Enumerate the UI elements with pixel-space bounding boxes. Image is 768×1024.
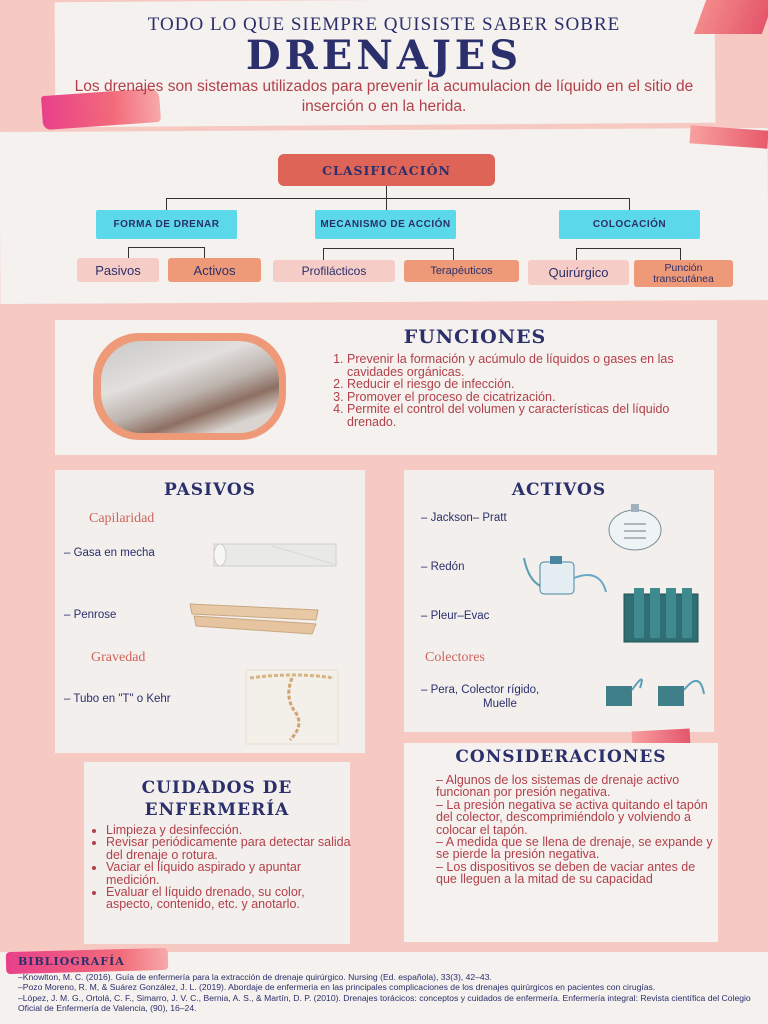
reference: –Knowlton, M. C. (2016). Guía de enfermería para la extracción de drenaje quirúrgico. Nursing (Ed. española), 33(3), 42–43.: [18, 972, 492, 982]
reference: –López, J. M. G., Ortolá, C. F., Simarro, J. V. C., Bernia, A. S., & Martín, D. P. (2010). Drenajes torácicos: conceptos y cuidados de enfermería. Enfermería integral: Revista científica del Colegio Oficial de Enfermería de Valencia, (90), 16–24.: [18, 992, 751, 1014]
tree-line: [128, 247, 129, 258]
leaf-terapeuticos: Terapéuticos: [404, 260, 519, 282]
pasivos-title: PASIVOS: [164, 480, 256, 500]
tree-line: [386, 186, 387, 198]
tree-line: [204, 247, 205, 258]
classification-root: CLASIFICACIÓN: [278, 154, 495, 186]
jackson-pratt-item: – Jackson– Pratt: [421, 512, 507, 524]
gasa-item: – Gasa en mecha: [64, 547, 155, 559]
colectores-item: – Pera, Colector rígido, Muelle: [421, 684, 540, 710]
tree-line: [680, 248, 681, 260]
list-item: 1. Prevenir la formación y acúmulo de líquidos o gases en las cavidades orgánicas.: [347, 353, 683, 378]
tree-line: [386, 198, 387, 210]
tree-line: [629, 198, 630, 210]
list-item: – La presión negativa se activa quitando el tapón del colector, descomprimiéndolo y volviendo a colocar el tapón.: [436, 797, 708, 837]
colectores-subtitle: Colectores: [425, 650, 485, 665]
tree-line: [576, 248, 577, 260]
list-item: 2. Reducir el riesgo de infección.: [347, 378, 683, 391]
tree-line: [453, 248, 454, 260]
gauze-image: [212, 538, 340, 570]
tree-line: [166, 198, 629, 199]
tubo-t-item: – Tubo en "T" o Kehr: [64, 693, 171, 705]
activos-title: ACTIVOS: [511, 480, 607, 500]
tree-line: [323, 248, 324, 260]
tree-line: [128, 247, 204, 248]
list-item: – Algunos de los sistemas de drenaje activo funcionan por presión negativa.: [436, 773, 680, 800]
leaf-profilacticos: Profilácticos: [273, 260, 395, 282]
leaf-puncion-transcutanea: Punción transcutánea: [634, 260, 733, 287]
list-item: – Los dispositivos se deben de vaciar antes de que lleguen a la mitad de su capacidad: [436, 859, 696, 887]
category-mecanismo-accion: MECANISMO DE ACCIÓN: [315, 210, 456, 239]
funciones-list: [333, 353, 683, 429]
redon-image: [520, 548, 610, 600]
list-item: • Vaciar el líquido aspirado y apuntar medición.: [106, 861, 352, 886]
t-tube-image: [244, 668, 340, 746]
reference: –Pozo Moreno, R. M, & Suárez González, J. L. (2019). Abordaje de enfermeria en las principales complicaciones de los drenajes quirúrgicos en pacientes con cirugías.: [18, 982, 656, 993]
penrose-item: – Penrose: [64, 609, 117, 621]
list-item: 3. Promover el proceso de cicatrización.: [347, 391, 683, 404]
tree-line: [576, 248, 680, 249]
consideraciones-list: [436, 774, 714, 886]
list-item: • Limpieza y desinfección.: [106, 824, 352, 836]
penrose-image: [186, 600, 326, 636]
list-item: • Revisar periódicamente para detectar salida del drenaje o rotura.: [106, 836, 352, 861]
list-item: • Evaluar el líquido drenado, su color, aspecto, contenido, etc. y anotarlo.: [106, 886, 352, 911]
bibliografia-refs: [18, 972, 758, 1014]
main-title: DRENAJES: [245, 32, 523, 79]
cuidados-list: [92, 824, 352, 911]
jackson-pratt-image: [606, 500, 664, 552]
category-forma-drenar: FORMA DE DRENAR: [96, 210, 237, 239]
consideraciones-title: CONSIDERACIONES: [455, 747, 667, 767]
bibliografia-title: BIBLIOGRAFÍA: [18, 955, 125, 968]
list-item: – A medida que se llena de drenaje, se expande y se pierde la presión negativa.: [436, 835, 713, 862]
gravedad-subtitle: Gravedad: [91, 650, 146, 665]
leaf-pasivos: Pasivos: [77, 258, 159, 282]
cuidados-title: CUIDADOS DE ENFERMERÍA: [141, 778, 293, 820]
leaf-activos: Activos: [168, 258, 261, 282]
redon-item: – Redón: [421, 561, 465, 573]
tree-line: [323, 248, 453, 249]
funciones-title: FUNCIONES: [403, 326, 547, 348]
intro-text: Los drenajes son sistemas utilizados para prevenir la acumulacion de líquido en el sitio de inserción o en la herida.: [74, 78, 694, 115]
top-title: TODO LO QUE SIEMPRE QUISISTE SABER SOBRE: [147, 14, 621, 35]
tree-line: [166, 198, 167, 210]
capilaridad-subtitle: Capilaridad: [89, 511, 155, 526]
leaf-quirurgico: Quirúrgico: [528, 260, 629, 285]
category-colocacion: COLOCACIÓN: [559, 210, 700, 239]
pleur-evac-image: [620, 584, 702, 646]
drain-photo: [93, 333, 286, 440]
list-item: 4. Permite el control del volumen y características del líquido drenado.: [347, 403, 683, 428]
collectors-image: [600, 668, 710, 712]
pleur-evac-item: – Pleur–Evac: [421, 610, 490, 622]
